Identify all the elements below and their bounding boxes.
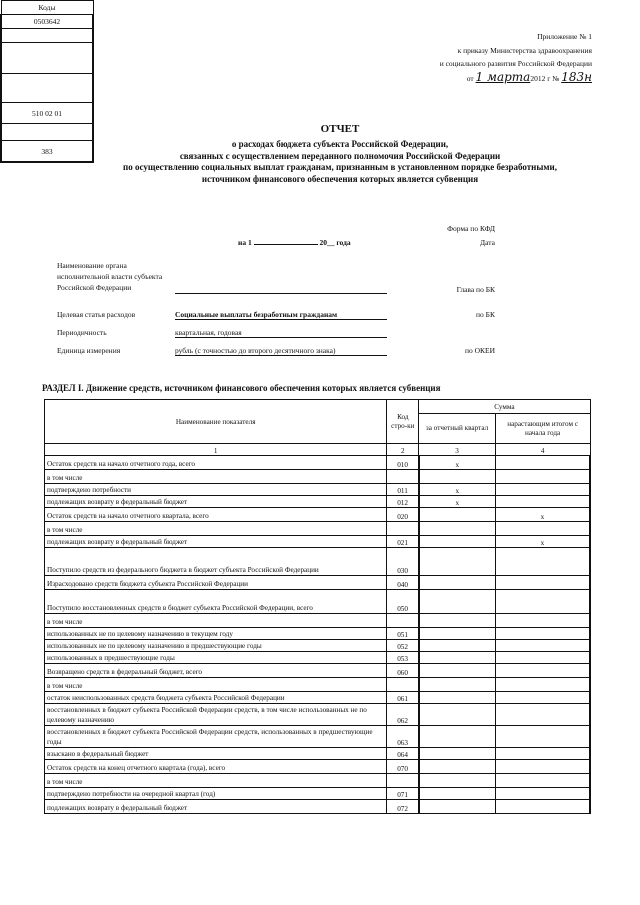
row-code: 051 (387, 628, 419, 640)
organ-label-line3: Российской Федерации (57, 283, 132, 292)
row-code: 012 (387, 496, 419, 508)
row-cumulative-value (495, 774, 590, 788)
forma-code: 0503642 (1, 15, 93, 29)
appendix-line1: Приложение № 1 (537, 32, 592, 41)
row-code: 040 (387, 576, 419, 590)
table-row (45, 704, 591, 726)
table-row (45, 774, 591, 788)
table-row (45, 508, 591, 522)
row-name: в том числе (45, 522, 387, 536)
row-cumulative-value (495, 640, 590, 652)
table-row (45, 484, 591, 496)
codes-title: Коды (1, 1, 93, 15)
table-row (45, 664, 591, 678)
row-name: подтверждено потребности (45, 484, 387, 496)
date-label: Дата (480, 238, 495, 247)
row-code: 030 (387, 548, 419, 576)
period-blank (254, 244, 318, 245)
row-name: в том числе (45, 774, 387, 788)
unit-value: рубль (с точностью до второго десятичного знака) (175, 346, 387, 356)
row-cumulative-value (495, 522, 590, 536)
row-code: 060 (387, 664, 419, 678)
date-code (1, 29, 93, 43)
col-cumulative-header: нарастающим итогом с начала года (495, 414, 590, 444)
row-quarter-value (419, 628, 495, 640)
row-cumulative-value (495, 678, 590, 692)
table-row (45, 800, 591, 814)
table-row (45, 496, 591, 508)
row-cumulative-value (495, 484, 590, 496)
row-cumulative-value (495, 456, 590, 470)
table-row (45, 692, 591, 704)
table-row (45, 548, 591, 576)
row-quarter-value: х (419, 456, 495, 470)
row-code: 064 (387, 748, 419, 760)
row-name: Израсходовано средств бюджета субъекта Российской Федерации (45, 576, 387, 590)
row-name: Остаток средств на конец отчетного квартала (года), всего (45, 760, 387, 774)
row-code (387, 470, 419, 484)
row-quarter-value (419, 678, 495, 692)
row-cumulative-value (495, 748, 590, 760)
table-row (45, 456, 591, 470)
row-cumulative-value (495, 614, 590, 628)
row-quarter-value (419, 548, 495, 576)
organ-label (57, 260, 162, 293)
row-cumulative-value (495, 664, 590, 678)
col-code-header: Код стро-ки (387, 400, 419, 444)
row-name: Поступило восстановленных средств в бюджет субъекта Российской Федерации, всего (45, 590, 387, 614)
appendix-line4 (440, 71, 592, 86)
table-row (45, 576, 591, 590)
okei-code: 383 (1, 141, 93, 163)
row-quarter-value (419, 748, 495, 760)
col-name-header: Наименование показателя (45, 400, 387, 444)
periodicity-label: Периодичность (57, 328, 107, 337)
section1-title: РАЗДЕЛ I. Движение средств, источником финансового обеспечения которых является субвенция (42, 383, 441, 393)
row-code (387, 522, 419, 536)
row-cumulative-value (495, 576, 590, 590)
row-name: Поступило средств из федерального бюджета в бюджет субъекта Российской Федерации (45, 548, 387, 576)
subtitle-line1: о расходах бюджета субъекта Российской Федерации, (231, 139, 449, 149)
table-row (45, 640, 591, 652)
row-quarter-value (419, 760, 495, 774)
glava-label: Глава по БК (456, 285, 495, 294)
row-code: 063 (387, 726, 419, 748)
row-code: 052 (387, 640, 419, 652)
row-name: восстановленных в бюджет субъекта Российской Федерации средств, в том числе использованных не по целевому назначению (45, 704, 387, 726)
row-name: в том числе (45, 678, 387, 692)
row-code: 062 (387, 704, 419, 726)
row-code: 053 (387, 652, 419, 664)
appendix-year: 2012 г (530, 73, 551, 83)
section1-rows (45, 456, 591, 814)
subtitle-line3: по осуществлению социальных выплат гражданам, признанным в установленном порядке безработными, (123, 162, 557, 172)
row-code: 011 (387, 484, 419, 496)
row-quarter-value (419, 614, 495, 628)
row-quarter-value (419, 704, 495, 726)
row-code: 050 (387, 590, 419, 614)
row-name: взыскано в федеральный бюджет (45, 748, 387, 760)
okei-label: по ОКЕИ (464, 346, 495, 355)
row-code: 021 (387, 536, 419, 548)
row-cumulative-value (495, 760, 590, 774)
organ-code (1, 43, 93, 74)
row-quarter-value (419, 576, 495, 590)
row-code (387, 614, 419, 628)
table-row (45, 522, 591, 536)
report-subtitle (60, 139, 620, 185)
col-number-3: 3 (419, 444, 495, 456)
row-quarter-value (419, 640, 495, 652)
row-cumulative-value: х (495, 536, 590, 548)
row-cumulative-value (495, 628, 590, 640)
table-row (45, 470, 591, 484)
row-name: использованных в предшествующие годы (45, 652, 387, 664)
table-row (45, 614, 591, 628)
row-quarter-value (419, 652, 495, 664)
glava-code (1, 74, 93, 103)
target-label: Целевая статья расходов (57, 310, 136, 319)
unit-label: Единица измерения (57, 346, 121, 355)
appendix-num-prefix: № (552, 73, 560, 83)
col-number-4: 4 (495, 444, 590, 456)
organ-label-line2: исполнительной власти субъекта (57, 272, 163, 281)
row-cumulative-value (495, 652, 590, 664)
row-name: Остаток средств на начало отчетного года, всего (45, 456, 387, 470)
handwritten-date: 1 марта (475, 69, 531, 84)
col-sum-header: Сумма (419, 400, 590, 414)
row-name: подлежащих возврату в федеральный бюджет (45, 536, 387, 548)
table-row (45, 788, 591, 800)
col-quarter-header: за отчетный квартал (419, 414, 495, 444)
row-name: подтверждено потребности на очередной квартал (год) (45, 788, 387, 800)
row-cumulative-value (495, 704, 590, 726)
row-name: подлежащих возврату в федеральный бюджет (45, 800, 387, 814)
row-code: 020 (387, 508, 419, 522)
bk-code: 510 02 01 (1, 103, 93, 124)
row-cumulative-value (495, 590, 590, 614)
row-name: подлежащих возврату в федеральный бюджет (45, 496, 387, 508)
table-row (45, 726, 591, 748)
table-row (45, 628, 591, 640)
row-cumulative-value (495, 470, 590, 484)
row-cumulative-value (495, 692, 590, 704)
forma-label: Форма по КФД (447, 224, 495, 233)
table-row (45, 536, 591, 548)
row-cumulative-value (495, 726, 590, 748)
row-quarter-value: х (419, 496, 495, 508)
row-cumulative-value (495, 496, 590, 508)
row-code: 010 (387, 456, 419, 470)
subtitle-line4: источником финансового обеспечения которых является субвенция (201, 173, 479, 184)
row-name: восстановленных в бюджет субъекта Российской Федерации средств, использованных в предшествующие годы (45, 726, 387, 748)
row-quarter-value (419, 800, 495, 814)
table-row (45, 590, 591, 614)
row-quarter-value (419, 470, 495, 484)
row-quarter-value (419, 664, 495, 678)
row-quarter-value (419, 590, 495, 614)
appendix-line3: и социального развития Российской Федерации (439, 59, 592, 68)
subtitle-line2: связанных с осуществлением переданного полномочия Российской Федерации (179, 150, 501, 161)
target-value: Социальные выплаты безработным гражданам (175, 310, 387, 320)
row-name: Остаток средств на начало отчетного квартала, всего (45, 508, 387, 522)
row-quarter-value (419, 536, 495, 548)
row-cumulative-value (495, 548, 590, 576)
row-code: 071 (387, 788, 419, 800)
row-quarter-value (419, 788, 495, 800)
period-prefix: на 1 (238, 238, 252, 247)
row-code: 070 (387, 760, 419, 774)
row-cumulative-value (495, 800, 590, 814)
row-quarter-value (419, 774, 495, 788)
appendix-block (440, 30, 592, 85)
row-name: остаток неиспользованных средств бюджета субъекта Российской Федерации (45, 692, 387, 704)
row-name: использованных не по целевому назначению в предшествующие годы (45, 640, 387, 652)
appendix-line2: к приказу Министерства здравоохранения (457, 45, 592, 55)
row-quarter-value (419, 692, 495, 704)
bk-label: по БК (476, 310, 495, 319)
row-quarter-value (419, 508, 495, 522)
periodicity-value: квартальная, годовая (175, 328, 387, 338)
row-code: 072 (387, 800, 419, 814)
row-code: 061 (387, 692, 419, 704)
row-cumulative-value (495, 788, 590, 800)
row-quarter-value: х (419, 484, 495, 496)
row-name: использованных не по целевому назначению в текущем году (45, 628, 387, 640)
row-name: в том числе (45, 614, 387, 628)
row-quarter-value (419, 522, 495, 536)
organ-label-line1: Наименование органа (57, 261, 127, 270)
organ-underline (175, 293, 387, 294)
table-row (45, 652, 591, 664)
row-name: Возвращено средств в федеральный бюджет, всего (45, 664, 387, 678)
table-row (45, 760, 591, 774)
col-number-2: 2 (387, 444, 419, 456)
row-cumulative-value: х (495, 508, 590, 522)
table-row (45, 748, 591, 760)
table-row (45, 678, 591, 692)
report-title: ОТЧЕТ (320, 123, 360, 135)
row-name: в том числе (45, 470, 387, 484)
row-code (387, 678, 419, 692)
appendix-date-prefix: от (466, 73, 474, 83)
section1-table (44, 399, 591, 814)
period-line (238, 238, 351, 247)
col-number-1: 1 (45, 444, 387, 456)
row-quarter-value (419, 726, 495, 748)
row-code (387, 774, 419, 788)
period-suffix: 20__ года (319, 238, 351, 247)
handwritten-number: 183н (561, 69, 592, 84)
